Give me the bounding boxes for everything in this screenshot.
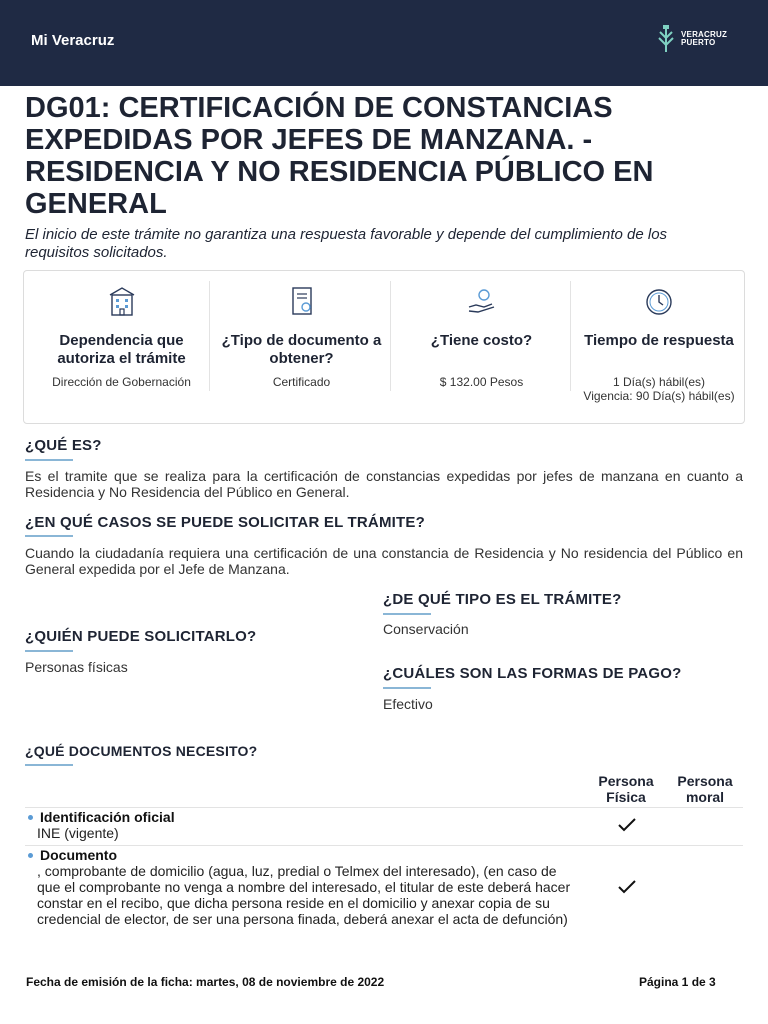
top-bar bbox=[0, 0, 768, 86]
card-heading: ¿Tiene costo? bbox=[430, 332, 533, 349]
card-tipo-documento bbox=[214, 281, 389, 391]
check-icon bbox=[617, 879, 637, 895]
section-heading-que-es: ¿QUÉ ES? bbox=[25, 437, 102, 454]
logo-text: VERACRUZ PUERTO bbox=[681, 30, 728, 47]
bullet-icon bbox=[28, 815, 33, 820]
heading-underline bbox=[25, 459, 73, 461]
hand-coin-icon bbox=[466, 285, 498, 319]
card-value: Certificado bbox=[272, 375, 331, 389]
card-heading: ¿Tipo de documento a obtener? bbox=[221, 332, 382, 367]
card-dependencia bbox=[34, 281, 209, 391]
heading-underline bbox=[383, 613, 431, 615]
document-text: INE (vigente) bbox=[37, 825, 119, 841]
page-subtitle: El inicio de este trámite no garantiza una respuesta favorable y depende del cumplimiento de los requisitos solicitados. bbox=[25, 226, 668, 261]
veracruz-logo-icon bbox=[655, 24, 677, 54]
bullet-icon bbox=[28, 853, 33, 858]
summary-cards bbox=[23, 270, 745, 424]
table-row-divider bbox=[25, 807, 743, 808]
card-heading: Tiempo de respuesta bbox=[584, 332, 734, 349]
section-heading-tipo: ¿DE QUÉ TIPO ES EL TRÁMITE? bbox=[383, 591, 622, 608]
document-text: , comprobante de domicilio (agua, luz, predial o Telmex del interesado), (en caso de que el comprobante no venga a nombre del interesado, el titular de este deberá hacer constar en el recibo, que dicha persona reside en el domicilio y anexar copia de su credencial de elector, de ser una persona finada, deberá anexar el acta de defunción) bbox=[37, 863, 571, 927]
pago-text: Efectivo bbox=[383, 696, 433, 712]
heading-underline bbox=[383, 687, 431, 689]
card-value: 1 Día(s) hábil(es) Vigencia: 90 Día(s) hábil(es) bbox=[583, 375, 735, 403]
casos-text: Cuando la ciudadanía requiera una certificación de una constancia de Residencia y No residencia del Público en General expedida por el Jefe de Manzana. bbox=[25, 545, 743, 577]
divider bbox=[209, 281, 210, 391]
check-icon bbox=[617, 817, 637, 833]
document-title: Documento bbox=[40, 847, 117, 863]
certificate-icon bbox=[286, 285, 318, 319]
card-value: $ 132.00 Pesos bbox=[439, 375, 524, 389]
divider bbox=[570, 281, 571, 391]
section-heading-pago: ¿CUÁLES SON LAS FORMAS DE PAGO? bbox=[383, 665, 682, 682]
site-name-link[interactable]: Mi Veracruz bbox=[31, 32, 115, 49]
column-header-persona-fisica: Persona Física bbox=[598, 773, 654, 805]
document-title: Identificación oficial bbox=[40, 809, 175, 825]
tipo-text: Conservación bbox=[383, 621, 469, 637]
section-heading-casos: ¿EN QUÉ CASOS SE PUEDE SOLICITAR EL TRÁMITE? bbox=[25, 514, 425, 531]
card-heading: Dependencia que autoriza el trámite bbox=[57, 332, 186, 367]
heading-underline bbox=[25, 764, 73, 766]
quien-text: Personas físicas bbox=[25, 659, 128, 675]
clock-icon bbox=[643, 285, 675, 319]
card-value: Dirección de Gobernación bbox=[52, 375, 191, 389]
building-icon bbox=[106, 285, 138, 319]
card-costo bbox=[394, 281, 569, 391]
page-title: DG01: CERTIFICACIÓN DE CONSTANCIAS EXPEDIDAS POR JEFES DE MANZANA. - RESIDENCIA Y NO RESIDENCIA PÚBLICO EN GENERAL bbox=[25, 92, 654, 220]
heading-underline bbox=[25, 535, 73, 537]
column-header-persona-moral: Persona moral bbox=[677, 773, 733, 805]
table-row-divider bbox=[25, 845, 743, 846]
section-heading-quien: ¿QUIÉN PUEDE SOLICITARLO? bbox=[25, 628, 257, 645]
heading-underline bbox=[25, 650, 73, 652]
veracruz-puerto-logo[interactable] bbox=[655, 24, 735, 56]
footer-emission-date: Fecha de emisión de la ficha: martes, 08 de noviembre de 2022 bbox=[26, 975, 385, 989]
footer-page-number: Página 1 de 3 bbox=[639, 975, 716, 989]
que-es-text: Es el tramite que se realiza para la certificación de constancias expedidas por jefes de manzana en cuanto a Residencia y No Residencia del Público en General. bbox=[25, 468, 743, 500]
card-tiempo bbox=[574, 281, 744, 403]
section-heading-documentos: ¿QUÉ DOCUMENTOS NECESITO? bbox=[25, 743, 258, 759]
divider bbox=[390, 281, 391, 391]
